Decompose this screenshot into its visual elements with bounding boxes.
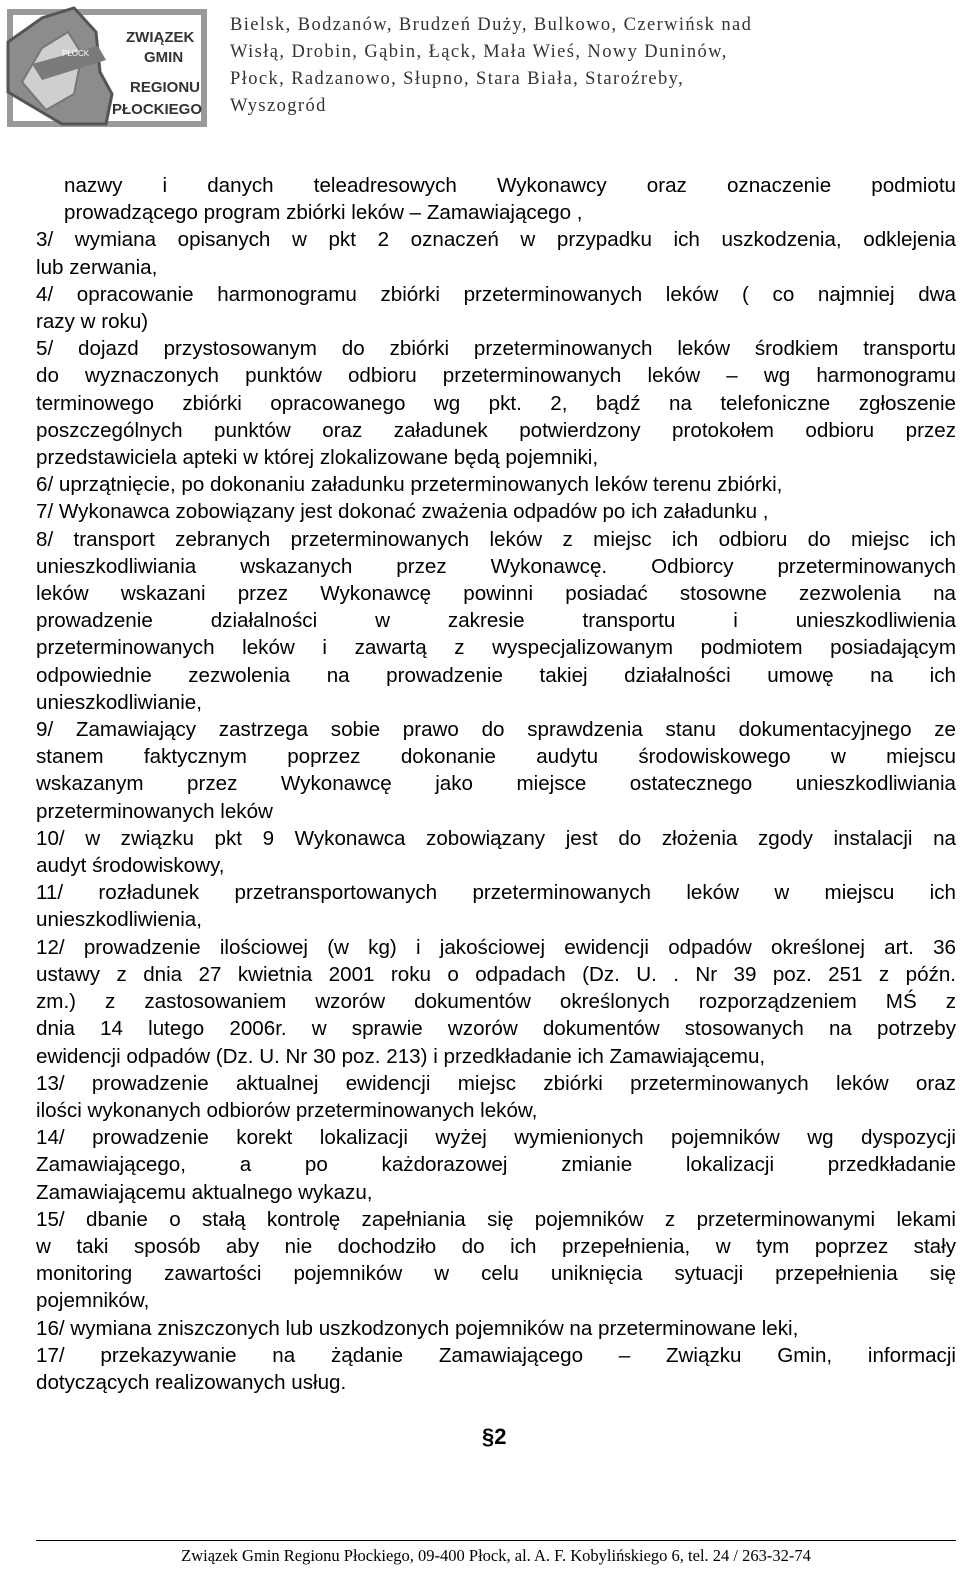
text-line: unieszkodliwiania wskazanych przez Wykonawcę. Odbiorcy przeterminowanych <box>36 554 956 578</box>
text-line: 13/ prowadzenie aktualnej ewidencji miejsc zbiórki przeterminowanych leków oraz <box>36 1071 956 1095</box>
text-line: monitoring zawartości pojemników w celu uniknięcia sytuacji przepełnienia się <box>36 1262 956 1286</box>
text-line: 4/ opracowanie harmonogramu zbiórki przeterminowanych leków ( co najmniej dwa <box>36 282 956 306</box>
text-line: ilości wykonanych odbiorów przeterminowanych leków, <box>36 1098 538 1122</box>
association-logo <box>2 2 208 132</box>
text-line: odpowiednie zezwolenia na prowadzenie takiej działalności umowę na ich <box>36 663 956 687</box>
logo-map-label: PŁOCK <box>62 49 90 58</box>
text-line: audyt środowiskowy, <box>36 854 225 878</box>
text-line: przeterminowanych leków i zawartą z wyspecjalizowanym podmiotem posiadającym <box>36 636 956 660</box>
text-line: dotyczących realizowanych usług. <box>36 1370 347 1394</box>
text-line: przeterminowanych leków <box>36 799 273 823</box>
text-line: terminowego zbiórki opracowanego wg pkt. 2, bądź na telefoniczne zgłoszenie <box>36 391 956 415</box>
text-line: unieszkodliwianie, <box>36 690 202 714</box>
text-line: prowadzenie działalności w zakresie transportu i unieszkodliwienia <box>36 609 956 633</box>
text-line: w taki sposób aby nie dochodziło do ich przepełnienia, w tym poprzez stały <box>36 1234 956 1258</box>
text-line: leków wskazani przez Wykonawcę powinni posiadać stosowne zezwolenia na <box>36 582 956 606</box>
text-line: zm.) z zastosowaniem wzorów dokumentów określonych rozporządzeniem MŚ z <box>36 990 956 1014</box>
text-line: prowadzącego program zbiórki leków – Zamawiającego , <box>64 201 583 225</box>
text-line: przedstawiciela apteki w której zlokalizowane będą pojemniki, <box>36 446 599 470</box>
text-line: 3/ wymiana opisanych w pkt 2 oznaczeń w przypadku ich uszkodzenia, odklejenia <box>36 228 956 252</box>
logo-line-2: GMIN <box>144 49 184 66</box>
document-body <box>36 172 956 1396</box>
text-line: Zamawiającemu aktualnego wykazu, <box>36 1180 373 1204</box>
footer-address: Związek Gmin Regionu Płockiego, 09-400 Płock, al. A. F. Kobylińskiego 6, tel. 24 / 263-32-74 <box>181 1546 811 1565</box>
text-line: do wyznaczonych punktów odbioru przeterminowanych leków – wg harmonogramu <box>36 364 956 388</box>
text-line: 5/ dojazd przystosowanym do zbiórki przeterminowanych leków środkiem transportu <box>36 337 956 361</box>
text-line: 16/ wymiana zniszczonych lub uszkodzonych pojemników na przeterminowane leki, <box>36 1316 799 1340</box>
text-line: 7/ Wykonawca zobowiązany jest dokonać zważenia odpadów po ich załadunku , <box>36 500 769 524</box>
text-line: 11/ rozładunek przetransportowanych przeterminowanych leków w miejscu ich <box>36 881 956 905</box>
text-line: unieszkodliwienia, <box>36 908 202 932</box>
member-municipalities: Bielsk, Bodzanów, Brudzeń Duży, Bulkowo, Czerwińsk nad Wisłą, Drobin, Gąbin, Łąck, Mała Wieś, Nowy Duninów, Płock, Radzanowo, Słupno, Stara Biała, Staroźreby, Wyszogród <box>230 15 753 116</box>
text-line: stanem faktycznym poprzez dokonanie audytu środowiskowego w miejscu <box>36 745 956 769</box>
logo-line-4: PŁOCKIEGO <box>112 101 203 118</box>
text-line: nazwy i danych teleadresowych Wykonawcy oraz oznaczenie podmiotu <box>64 174 956 197</box>
text-line: wskazanym przez Wykonawcę jako miejsce ostatecznego unieszkodliwiania <box>36 772 956 796</box>
text-line: 17/ przekazywanie na żądanie Zamawiającego – Związku Gmin, informacji <box>36 1343 956 1367</box>
text-line: 14/ prowadzenie korekt lokalizacji wyżej wymienionych pojemników wg dyspozycji <box>36 1126 956 1150</box>
text-line: 6/ uprzątnięcie, po dokonaniu załadunku przeterminowanych leków terenu zbiórki, <box>36 473 783 497</box>
logo-line-3: REGIONU <box>130 79 201 96</box>
text-line: Zamawiającego, a po każdorazowej zmianie lokalizacji przedkładanie <box>36 1153 956 1177</box>
text-line: 15/ dbanie o stałą kontrolę zapełniania się pojemników z przeterminowanymi lekami <box>36 1207 956 1231</box>
text-line: pojemników, <box>36 1289 150 1313</box>
logo-line-1: ZWIĄZEK <box>126 29 195 46</box>
text-line: ewidencji odpadów (Dz. U. Nr 30 poz. 213) i przedkładanie ich Zamawiającemu, <box>36 1044 766 1068</box>
text-line: dnia 14 lutego 2006r. w sprawie wzorów dokumentów stosowanych na potrzeby <box>36 1017 956 1041</box>
text-line: ustawy z dnia 27 kwietnia 2001 roku o odpadach (Dz. U. . Nr 39 poz. 251 z późn. <box>36 962 956 986</box>
letterhead <box>0 0 960 150</box>
text-line: 12/ prowadzenie ilościowej (w kg) i jakościowej ewidencji odpadów określonej art. 36 <box>36 935 956 959</box>
text-line: poszczególnych punktów oraz załadunek potwierdzony protokołem odbioru przez <box>36 418 956 442</box>
text-line: lub zerwania, <box>36 255 158 279</box>
text-line: razy w roku) <box>36 310 149 334</box>
text-line: 9/ Zamawiający zastrzega sobie prawo do sprawdzenia stanu dokumentacyjnego ze <box>36 718 956 742</box>
text-line: 10/ w związku pkt 9 Wykonawca zobowiązany jest do złożenia zgody instalacji na <box>36 826 956 850</box>
section-heading: §2 <box>482 1424 507 1449</box>
text-line: 8/ transport zebranych przeterminowanych leków z miejsc ich odbioru do miejsc ich <box>36 527 956 551</box>
footer-divider <box>36 1540 956 1541</box>
